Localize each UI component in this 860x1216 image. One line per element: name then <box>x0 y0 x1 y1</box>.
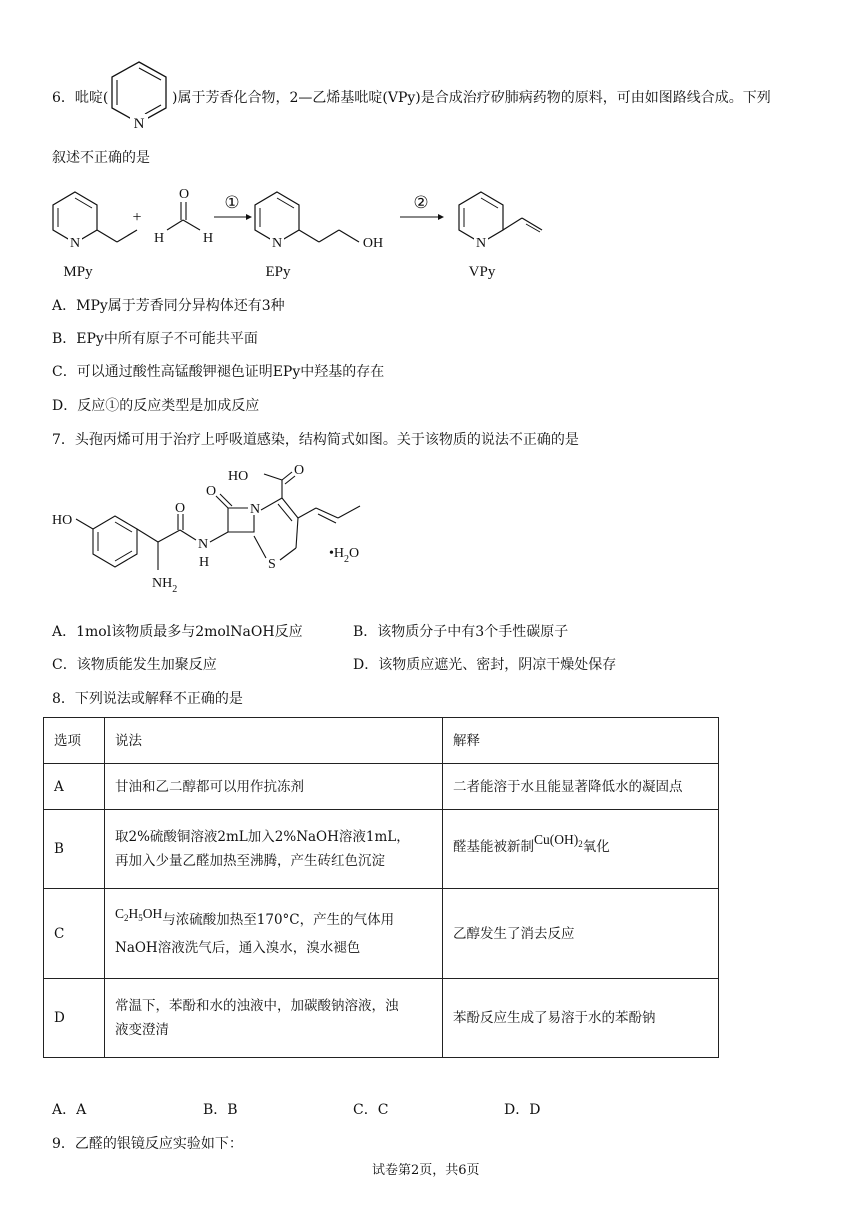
statement-line-1: 常温下，苯酚和水的浊液中，加碳酸钠溶液，浊 <box>115 998 399 1014</box>
ho-top-label: HO <box>228 469 249 484</box>
pyridine-structure-icon <box>104 58 174 134</box>
q9-stem: 9．乙醛的银镜反应实验如下： <box>52 1136 243 1152</box>
q6-option-c[interactable]: C．可以通过酸性高锰酸钾褪色证明EPy中羟基的存在 <box>52 364 385 380</box>
vpy-n-label: N <box>475 236 487 251</box>
q8-option-b[interactable]: B．B <box>203 1102 238 1118</box>
q7-option-c[interactable]: C．该物质能发生加聚反应 <box>52 657 217 673</box>
table-row <box>44 979 719 1058</box>
pyridine-n-label: N <box>133 116 145 132</box>
epy-oh-label: OH <box>362 236 384 251</box>
cu-oh2-formula: $Cu(OH)_2$ <box>534 832 583 849</box>
q7-stem: 7．头孢丙烯可用于治疗上呼吸道感染，结构简式如图。关于该物质的说法不正确的是 <box>52 432 579 448</box>
mpy-n-label: N <box>69 236 81 251</box>
q6-stem: )属于芳香化合物，2—乙烯基吡啶(VPy)是合成治疗矽肺病药物的原料，可由如图路线合成。下列 <box>172 90 771 106</box>
sulfur-label: S <box>268 557 276 572</box>
ethanol-formula: $C_2H_5OH$ <box>115 905 163 923</box>
reaction-arrow-2 <box>400 193 444 220</box>
q8-table <box>43 717 719 1058</box>
explanation-prefix: 醛基能被新制 <box>453 839 534 855</box>
q6-prefix: 6．吡啶( <box>52 90 109 106</box>
table-row <box>44 764 719 810</box>
row-option: A <box>44 764 105 810</box>
table-row <box>44 889 719 979</box>
statement-line-2: 再加入少量乙醛加热至沸腾，产生砖红色沉淀 <box>115 853 385 869</box>
row-statement <box>105 979 443 1058</box>
formaldehyde-h1: H <box>153 231 165 246</box>
q8-option-d[interactable]: D．D <box>504 1102 541 1118</box>
header-option: 选项 <box>44 718 105 764</box>
page-footer: 试卷第2页，共6页 <box>372 1163 480 1178</box>
explanation-suffix: 氧化 <box>582 839 610 855</box>
q8-option-c[interactable]: C．C <box>353 1102 389 1118</box>
q6-option-d[interactable]: D．反应①的反应类型是加成反应 <box>52 398 260 414</box>
table-row <box>44 810 719 889</box>
step2-label: ② <box>413 193 429 212</box>
formaldehyde-o: O <box>178 187 190 202</box>
row-option: B <box>44 810 105 889</box>
step1-label: ① <box>224 193 240 212</box>
formaldehyde-h2: H <box>202 231 214 246</box>
formaldehyde-structure <box>154 187 213 246</box>
statement-line-2: NaOH溶液洗气后，通入溴水，溴水褪色 <box>115 939 361 956</box>
amide-h-label: H <box>199 555 210 570</box>
header-explanation: 解释 <box>443 718 719 764</box>
q6-option-a[interactable]: A．MPy属于芳香同分异构体还有3种 <box>52 298 285 314</box>
header-statement: 说法 <box>105 718 443 764</box>
q6-stem-2: 叙述不正确的是 <box>52 150 150 166</box>
q8-stem: 8．下列说法或解释不正确的是 <box>52 691 243 707</box>
vpy-label: VPy <box>468 264 496 280</box>
row-explanation: 苯酚反应生成了易溶于水的苯酚钠 <box>443 979 719 1058</box>
q6-option-b[interactable]: B．EPy中所有原子不可能共平面 <box>52 331 258 347</box>
epy-label: EPy <box>265 264 291 280</box>
row-explanation: 乙醇发生了消去反应 <box>443 889 719 979</box>
lactam-o-label: O <box>206 484 217 499</box>
row-option: D <box>44 979 105 1058</box>
q7-option-a[interactable]: A．1mol该物质最多与2molNaOH反应 <box>52 624 303 640</box>
q7-option-b[interactable]: B．该物质分子中有3个手性碳原子 <box>353 624 569 640</box>
statement-line-2: 液变澄清 <box>115 1022 169 1038</box>
vpy-structure <box>459 192 542 280</box>
mpy-structure <box>53 192 137 280</box>
table-header-row <box>44 718 719 764</box>
row-statement <box>105 810 443 889</box>
row-explanation <box>443 810 719 889</box>
plus-sign: + <box>132 209 142 226</box>
row-option: C <box>44 889 105 979</box>
row-statement <box>105 889 443 979</box>
mpy-label: MPy <box>63 264 93 280</box>
amide-o-label: O <box>175 501 186 516</box>
row-explanation: 二者能溶于水且能显著降低水的凝固点 <box>443 764 719 810</box>
hydrate-label: $•H_2O$ <box>329 546 360 565</box>
epy-n-label: N <box>271 236 283 251</box>
reaction-arrow-1 <box>214 193 252 220</box>
lactam-n-label: N <box>250 502 261 517</box>
cefprozil-structure <box>48 460 428 608</box>
statement-line-1: 取2%硫酸铜溶液2mL加入2%NaOH溶液1mL， <box>115 829 410 845</box>
epy-structure <box>255 192 383 280</box>
q7-option-d[interactable]: D．该物质应遮光、密封，阴凉干燥处保存 <box>353 657 617 673</box>
row-statement: 甘油和乙二醇都可以用作抗冻剂 <box>105 764 443 810</box>
statement-line-1: $C_2H_5OH$与浓硫酸加热至170°C，产生的气体用 <box>115 905 395 928</box>
q6-reaction-scheme <box>40 180 580 284</box>
ho-left-label: HO <box>52 513 73 528</box>
q8-option-a[interactable]: A．A <box>52 1102 87 1118</box>
nh2-label: $NH_2$ <box>152 576 178 595</box>
amide-n-label: N <box>198 537 209 552</box>
carboxyl-o-label: O <box>294 463 305 478</box>
